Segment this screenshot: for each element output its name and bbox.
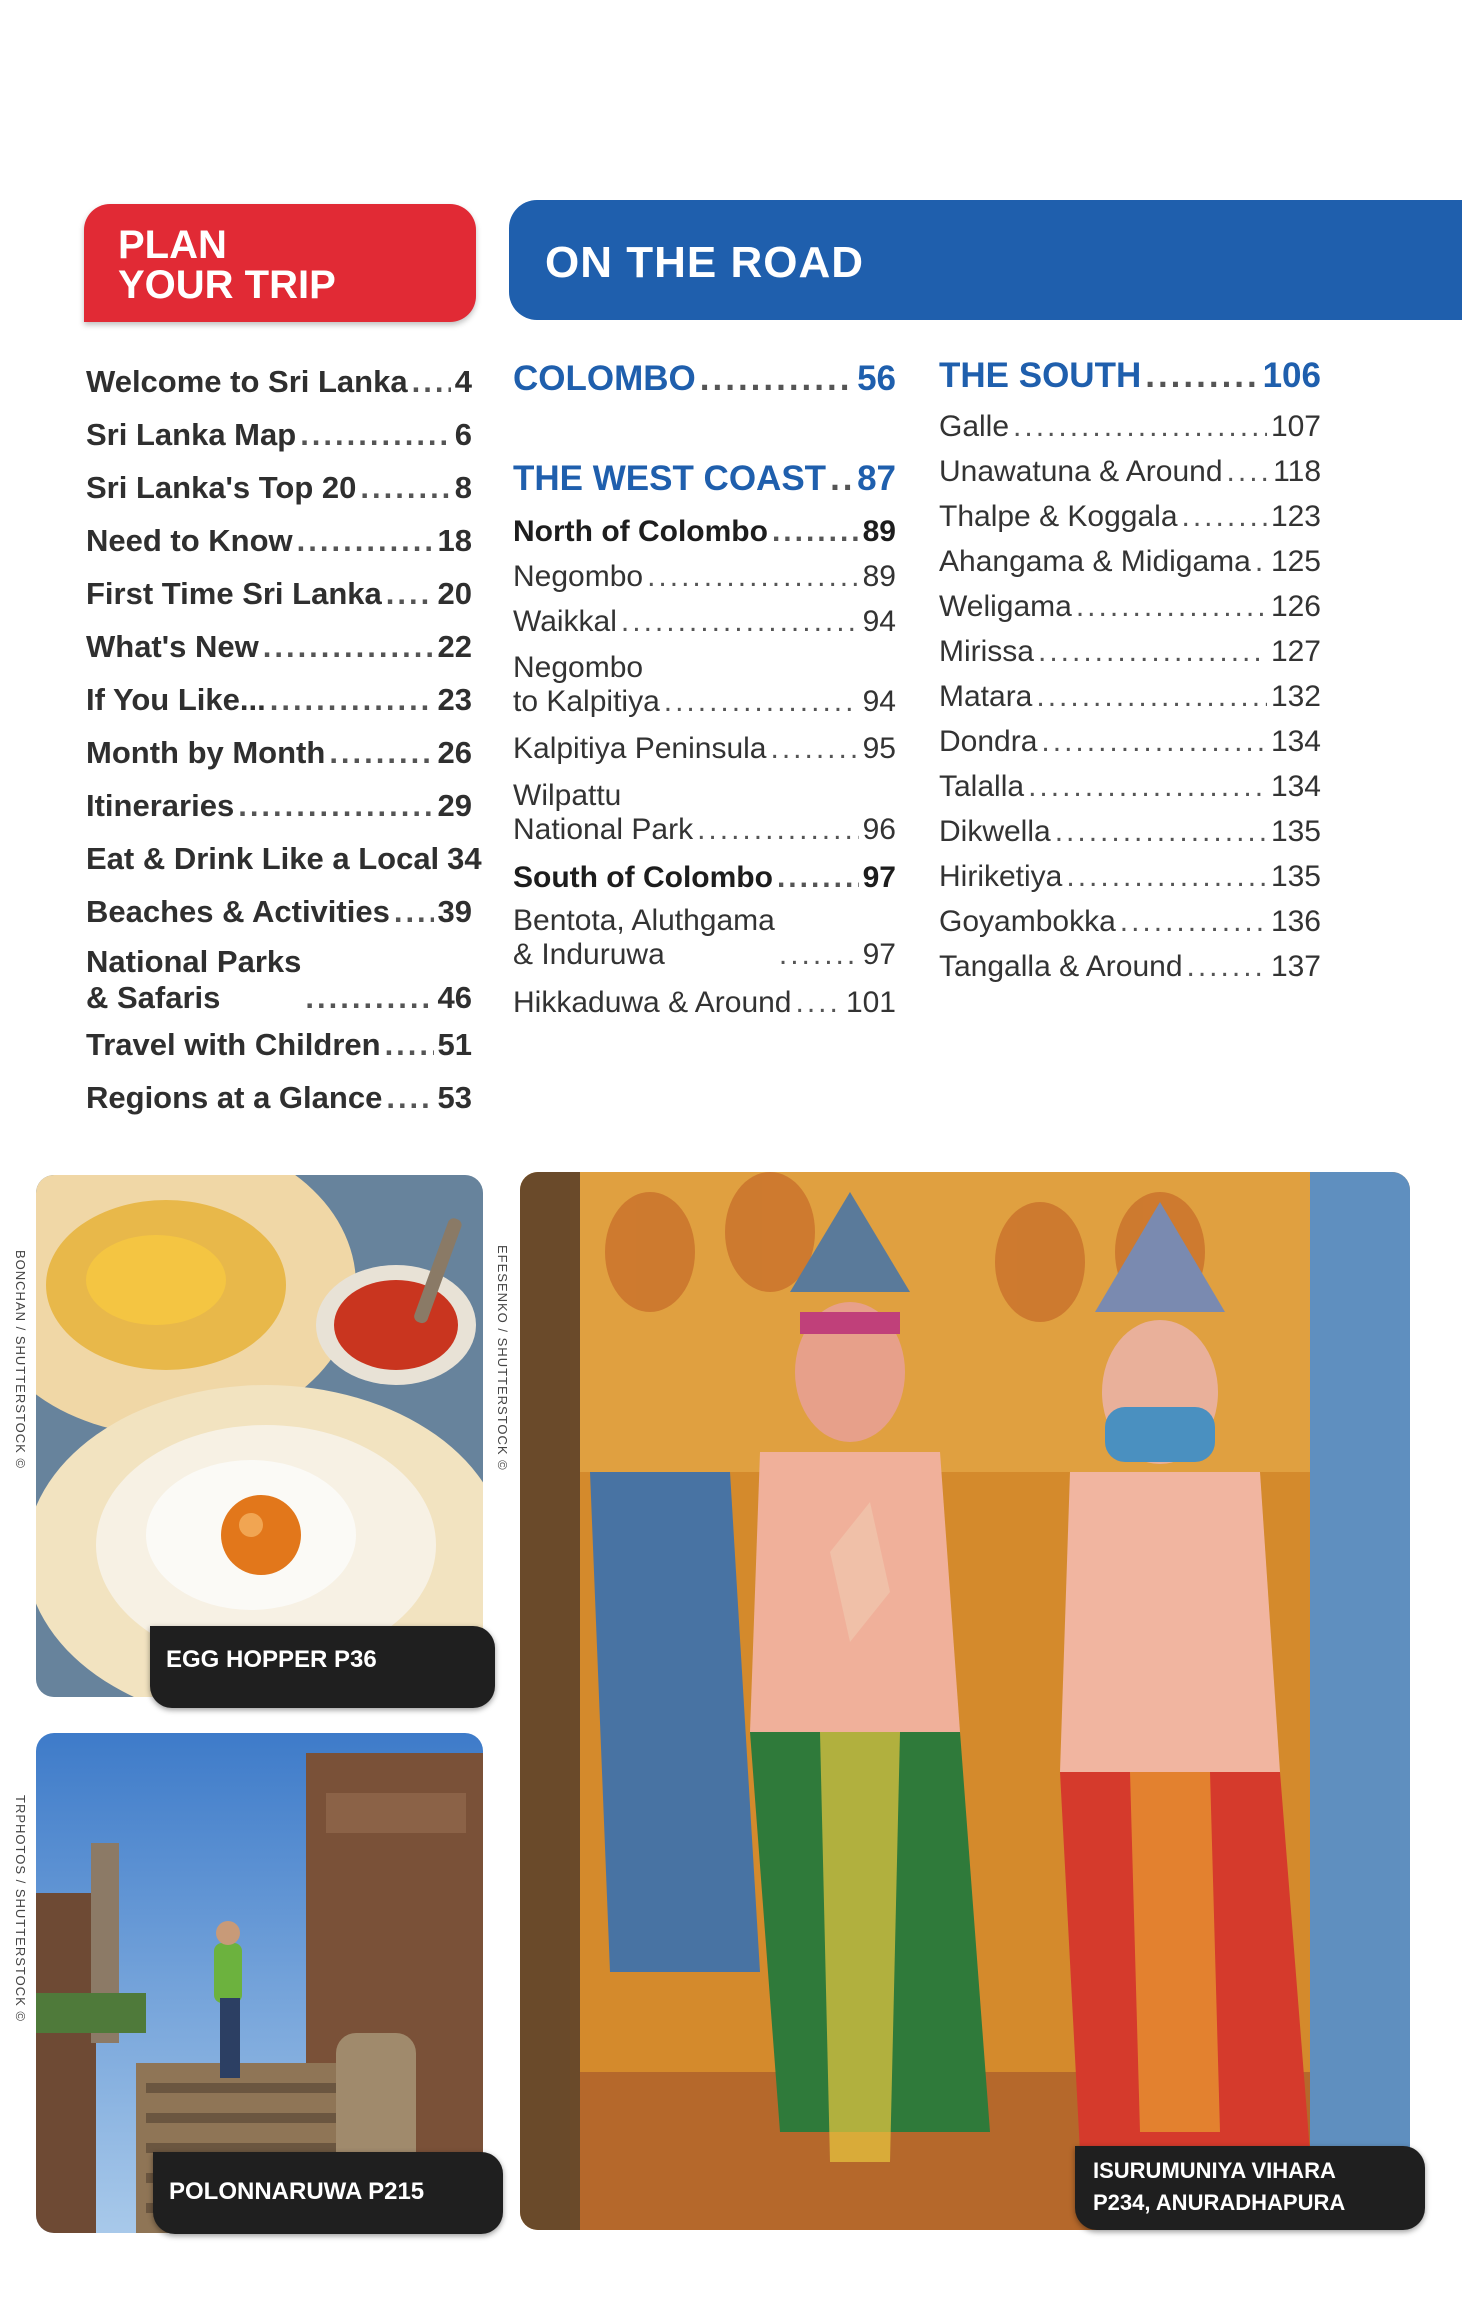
toc-entry[interactable]: Matara ..... 132: [939, 674, 1321, 714]
toc-entry[interactable]: Tangalla & Around ..... 137: [939, 944, 1321, 984]
plan-banner-line1: PLAN: [118, 223, 227, 267]
toc-subsection-north[interactable]: North of Colombo ..... 89: [513, 509, 896, 549]
toc-section-west-coast[interactable]: THE WEST COAST ..... 87: [513, 455, 896, 499]
egg-hopper-image: [36, 1175, 483, 1697]
toc-entry[interactable]: Regions at a Glance ..... 53: [86, 1076, 472, 1116]
polonnaruwa-caption: POLONNARUWA P215: [153, 2152, 503, 2234]
toc-entry[interactable]: Kalpitiya Peninsula ..... 95: [513, 726, 896, 766]
toc-entry[interactable]: Eat & Drink Like a Local 34: [86, 841, 482, 876]
toc-entry[interactable]: Month by Month ..... 26: [86, 731, 472, 771]
isurumuniya-image: [520, 1172, 1410, 2230]
toc-entry[interactable]: Galle ..... 107: [939, 404, 1321, 444]
toc-entry[interactable]: Ahangama & Midigama ..... 125: [939, 539, 1321, 579]
toc-entry[interactable]: Travel with Children ..... 51: [86, 1023, 472, 1063]
toc-entry[interactable]: Weligama ..... 126: [939, 584, 1321, 624]
toc-entry[interactable]: Negombo to Kalpitiya ..... 94: [513, 651, 896, 719]
toc-entry[interactable]: Wilpattu National Park ..... 96: [513, 779, 896, 847]
toc-entry[interactable]: Goyambokka ..... 136: [939, 899, 1321, 939]
toc-section-colombo[interactable]: COLOMBO ..... 56: [513, 355, 896, 399]
toc-entry[interactable]: National Parks & Safaris ..... 46: [86, 943, 472, 1016]
toc-entry[interactable]: Mirissa ..... 127: [939, 629, 1321, 669]
toc-entry[interactable]: Hiriketiya ..... 135: [939, 854, 1321, 894]
toc-entry[interactable]: Thalpe & Koggala ..... 123: [939, 494, 1321, 534]
toc-entry[interactable]: Dondra ..... 134: [939, 719, 1321, 759]
toc-entry[interactable]: Unawatuna & Around ..... 118: [939, 449, 1321, 489]
toc-entry[interactable]: What's New ..... 22: [86, 625, 472, 665]
toc-entry[interactable]: Waikkal ..... 94: [513, 599, 896, 639]
on-the-road-banner: [509, 200, 1462, 320]
plan-your-trip-banner: [84, 204, 476, 322]
egg-hopper-caption: EGG HOPPER P36: [150, 1626, 495, 1708]
egg-hopper-photo[interactable]: [36, 1175, 483, 1697]
toc-subsection-south[interactable]: South of Colombo ..... 97: [513, 855, 896, 895]
toc-entry[interactable]: If You Like... ..... 23: [86, 678, 472, 718]
plan-banner-line2: YOUR TRIP: [118, 263, 336, 307]
toc-entry[interactable]: Sri Lanka Map ..... 6: [86, 413, 472, 453]
on-the-road-title: ON THE ROAD: [545, 238, 864, 287]
isurumuniya-caption: ISURUMUNIYA VIHARA P234, ANURADHAPURA: [1075, 2146, 1425, 2230]
toc-section-the-south[interactable]: THE SOUTH ..... 106: [939, 352, 1321, 396]
toc-entry[interactable]: Itineraries ..... 29: [86, 784, 472, 824]
toc-entry[interactable]: Beaches & Activities ..... 39: [86, 890, 472, 930]
toc-entry[interactable]: Sri Lanka's Top 20 ..... 8: [86, 466, 472, 506]
toc-entry[interactable]: First Time Sri Lanka ..... 20: [86, 572, 472, 612]
toc-entry[interactable]: Hikkaduwa & Around ..... 101: [513, 980, 896, 1020]
isurumuniya-photo[interactable]: [520, 1172, 1410, 2230]
toc-entry[interactable]: Negombo ..... 89: [513, 554, 896, 594]
toc-entry[interactable]: Need to Know ..... 18: [86, 519, 472, 559]
toc-entry[interactable]: Welcome to Sri Lanka ..... 4: [86, 360, 472, 400]
toc-entry[interactable]: Dikwella ..... 135: [939, 809, 1321, 849]
photo-credit-isurumuniya: EFESENKO / SHUTTERSTOCK ©: [495, 1245, 510, 1471]
photo-credit-egg: BONCHAN / SHUTTERSTOCK ©: [13, 1250, 28, 1469]
toc-entry[interactable]: Bentota, Aluthgama & Induruwa ..... 97: [513, 904, 896, 972]
photo-credit-polonnaruwa: TRPHOTOS / SHUTTERSTOCK ©: [13, 1795, 28, 2022]
toc-entry[interactable]: Talalla ..... 134: [939, 764, 1321, 804]
